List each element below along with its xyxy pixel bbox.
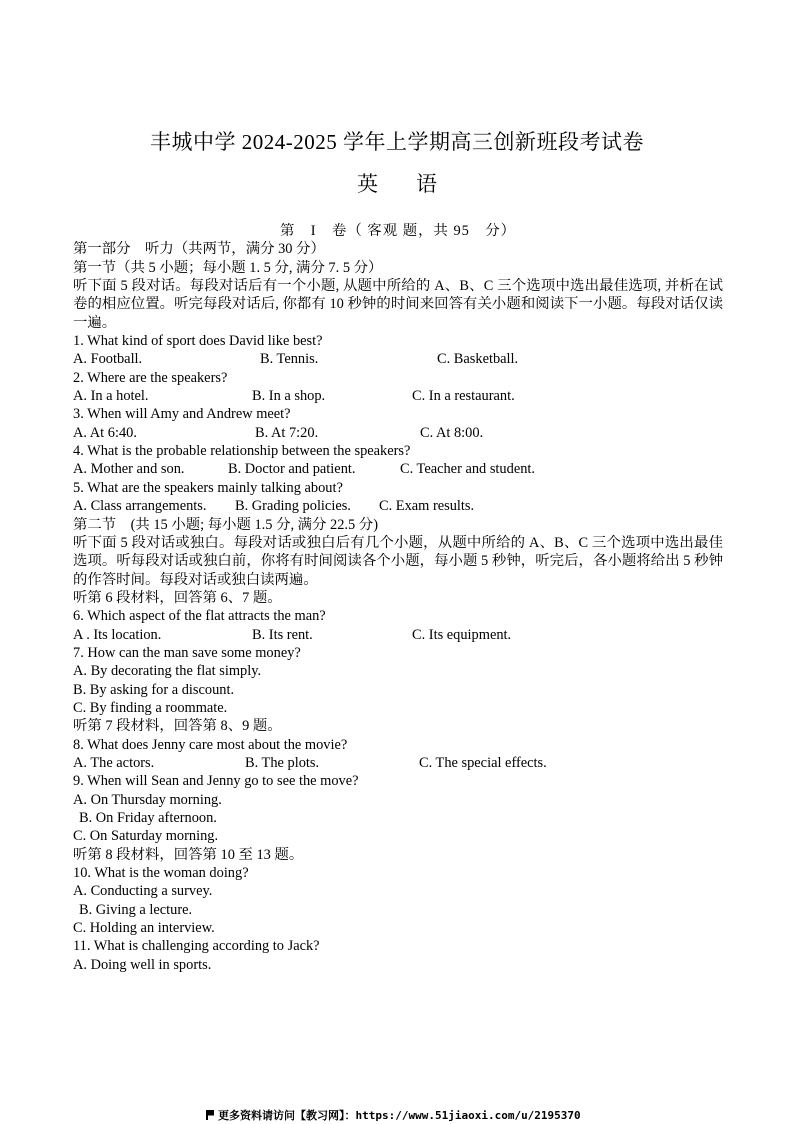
- material-7-note: 听第 7 段材料，回答第 8、9 题。: [73, 718, 282, 735]
- option-6b: B. Its rent.: [252, 626, 313, 643]
- question-9: 9. When will Sean and Jenny go to see the move?: [73, 773, 359, 790]
- question-1: 1. What kind of sport does David like best?: [73, 333, 323, 350]
- options-3: [73, 424, 723, 442]
- options-2: [73, 387, 723, 405]
- exam-title: 丰城中学 2024-2025 学年上学期高三创新班段考试卷: [150, 130, 644, 154]
- option-7a: A. By decorating the flat simply.: [73, 663, 262, 680]
- option-8a: A. The actors.: [73, 754, 155, 771]
- question-2: 2. Where are the speakers?: [73, 369, 228, 386]
- option-4b: B. Doctor and patient.: [228, 461, 356, 478]
- question-4: 4. What is the probable relationship between the speakers?: [73, 443, 411, 460]
- option-1a: A. Football.: [73, 351, 143, 368]
- option-4c: C. Teacher and student.: [400, 461, 535, 478]
- option-8b: B. The plots.: [245, 754, 320, 771]
- option-2a: A. In a hotel.: [73, 388, 149, 405]
- options-6: [73, 626, 723, 644]
- subject-char-2: 语: [416, 172, 437, 196]
- option-9c: C. On Saturday morning.: [73, 828, 219, 845]
- question-3: 3. When will Amy and Andrew meet?: [73, 406, 291, 423]
- option-3b: B. At 7:20.: [255, 424, 319, 441]
- question-10: 10. What is the woman doing?: [73, 865, 249, 882]
- part1-title: 第一部分 听力（共两节，满分 30 分）: [73, 241, 325, 258]
- footer-text: 更多资料请访问【教习网】：https://www.51jiaoxi.com/u/2195370: [218, 1109, 581, 1122]
- option-7b: B. By asking for a discount.: [73, 681, 235, 698]
- options-4: [73, 460, 723, 478]
- question-8: 8. What does Jenny care most about the movie?: [73, 736, 348, 753]
- question-7: 7. How can the man save some money?: [73, 644, 301, 661]
- option-2c: C. In a restaurant.: [412, 388, 515, 405]
- option-5b: B. Grading policies.: [235, 498, 351, 515]
- option-9a: A. On Thursday morning.: [73, 791, 222, 808]
- options-5: [73, 497, 723, 515]
- option-2b: B. In a shop.: [252, 388, 326, 405]
- option-3a: A. At 6:40.: [73, 424, 137, 441]
- option-5a: A. Class arrangements.: [73, 498, 207, 515]
- option-10a: A. Conducting a survey.: [73, 883, 213, 900]
- sec1-instructions: 听下面 5 段对话。每段对话后有一个小题, 从题中所给的 A、B、C 三个选项中选出最佳选项, 并析在试卷的相应位置。听完每段对话后, 你都有 10 秒钟的时间来回答有关小题和阅读下一小题。每段对话仅读一遍。: [73, 278, 723, 331]
- flag-icon: [206, 1110, 214, 1120]
- option-7c: C. By finding a roommate.: [73, 699, 228, 716]
- option-10c: C. Holding an interview.: [73, 920, 215, 937]
- option-5c: C. Exam results.: [379, 498, 475, 515]
- material-6-note: 听第 6 段材料，回答第 6、7 题。: [73, 589, 282, 606]
- option-10b: B. Giving a lecture.: [79, 901, 193, 918]
- exam-content: [73, 222, 723, 974]
- options-8: [73, 754, 723, 772]
- option-6a: A . Its location.: [73, 626, 162, 643]
- sec1-title: 第一节（共 5 小题；每小题 1. 5 分, 满分 7. 5 分）: [73, 259, 383, 276]
- subject-heading: [0, 168, 794, 198]
- option-8c: C. The special effects.: [419, 754, 547, 771]
- option-1c: C. Basketball.: [437, 351, 519, 368]
- option-6c: C. Its equipment.: [412, 626, 512, 643]
- options-1: [73, 350, 723, 368]
- option-4a: A. Mother and son.: [73, 461, 185, 478]
- option-1b: B. Tennis.: [260, 351, 319, 368]
- question-11: 11. What is challenging according to Jack?: [73, 938, 320, 955]
- section-heading: 第 I 卷（ 客观 题，共 95 分）: [279, 223, 517, 239]
- footer-link[interactable]: [206, 1107, 581, 1123]
- subject-char-1: 英: [357, 172, 378, 196]
- sec2-instructions: 听下面 5 段对话或独白。每段对话或独白后有几个小题，从题中所给的 A、B、C 三个选项中选出最佳选项。听每段对话或独白前，你将有时间阅读各个小题，每小题 5 秒钟，听完后，各小题将给出 5 秒钟的作答时间。每段对话或独白读两遍。: [73, 534, 723, 588]
- sec2-title: 第二节 (共 15 小题; 每小题 1.5 分, 满分 22.5 分): [73, 516, 378, 533]
- material-8-note: 听第 8 段材料，回答第 10 至 13 题。: [73, 846, 304, 863]
- question-6: 6. Which aspect of the flat attracts the man?: [73, 608, 326, 625]
- question-5: 5. What are the speakers mainly talking about?: [73, 479, 343, 496]
- option-11a: A. Doing well in sports.: [73, 956, 212, 973]
- option-3c: C. At 8:00.: [420, 424, 484, 441]
- option-9b: B. On Friday afternoon.: [79, 810, 217, 826]
